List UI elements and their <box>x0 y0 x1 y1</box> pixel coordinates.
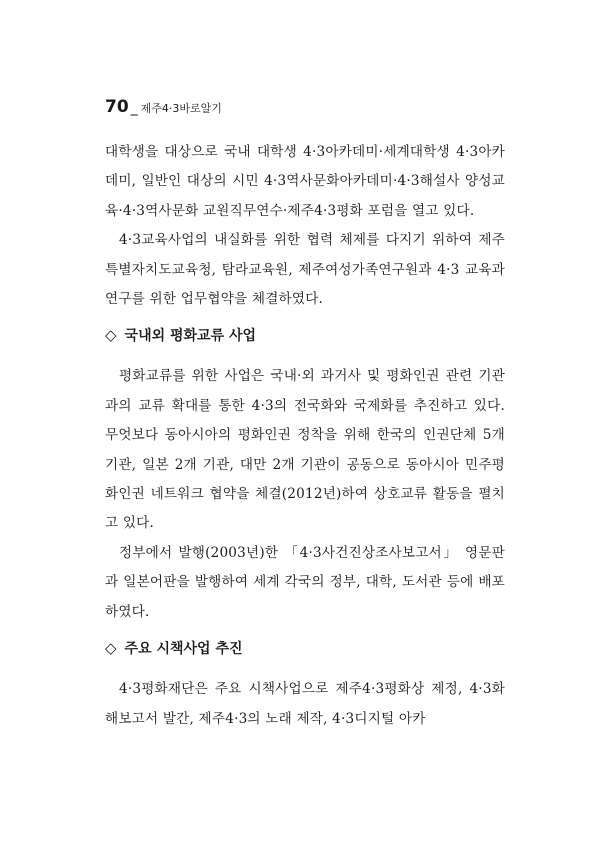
paragraph-education-programs: 대학생을 대상으로 국내 대학생 4·3아카데미·세계대학생 4·3아카데미, 일반인 대상의 시민 4·3역사문화아카데미·4·3해설사 양성교육·4·3역사문화 교원직무연수·제주4·3평화 포럼을 열고 있다. <box>105 144 505 219</box>
paragraph-exchange: 평화교류를 위한 사업은 국내·외 과거사 및 평화인권 관련 기관과의 교류 확대를 통한 4·3의 전국화와 국제화를 추진하고 있다. 무엇보다 동아시아의 평화인권 정착을 위해 한국의 인권단체 5개 기관, 일본 2개 기관, 대만 2개 기관이 공동으로 동아시아 민주평화인권 네트워크 협약을 체결(2012년)하여 상호교류 활동을 펼치고 있다. <box>105 368 505 532</box>
book-title: 제주4·3바로알기 <box>140 102 222 115</box>
diamond-outline-icon: ◇ <box>105 639 117 658</box>
heading-text: 주요 시책사업 추진 <box>124 641 243 658</box>
body-text <box>105 138 505 734</box>
page-number: 70 <box>105 97 129 117</box>
header-separator: _ <box>130 100 138 116</box>
page-header <box>105 97 222 117</box>
section-heading-exchange <box>105 322 505 348</box>
heading-text: 국내외 평화교류 사업 <box>124 328 257 345</box>
section-heading-policy <box>105 635 505 661</box>
diamond-outline-icon: ◇ <box>105 326 117 345</box>
paragraph-policy: 4·3평화재단은 주요 시책사업으로 제주4·3평화상 제정, 4·3화해보고서 발간, 제주4·3의 노래 제작, 4·3디지털 아카 <box>105 681 505 727</box>
paragraph-report-translation: 정부에서 발행(2003년)한 「4·3사건진상조사보고서」 영문판과 일본어판을 발행하여 세계 각국의 정부, 대학, 도서관 등에 배포하였다. <box>105 544 505 620</box>
paragraph-education-agreement: 4·3교육사업의 내실화를 위한 협력 체제를 다지기 위하여 제주특별자치도교육청, 탐라교육원, 제주여성가족연구원과 4·3 교육과 연구를 위한 업무협약을 체결하였다. <box>105 232 505 308</box>
